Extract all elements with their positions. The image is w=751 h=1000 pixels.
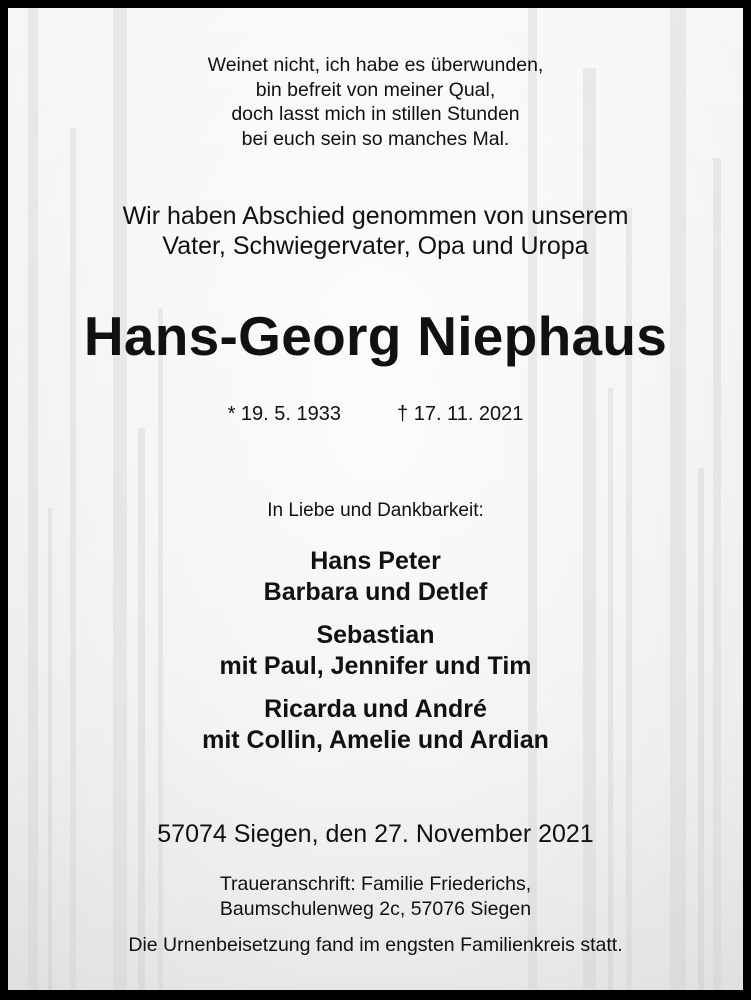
- family-member: Ricarda und André: [264, 695, 487, 723]
- mourning-address: [8, 872, 743, 922]
- family-member: Sebastian: [316, 621, 435, 649]
- family-member: Hans Peter: [310, 547, 441, 575]
- poem-verse: [8, 53, 743, 151]
- verse-line: Weinet nicht, ich habe es überwunden,: [207, 54, 544, 76]
- family-member: Barbara und Detlef: [263, 578, 488, 606]
- family-group: [8, 620, 743, 682]
- death-date: † 17. 11. 2021: [397, 403, 524, 425]
- verse-line: bin befreit von meiner Qual,: [255, 78, 496, 101]
- verse-line: doch lasst mich in stillen Stunden: [231, 103, 520, 125]
- burial-note: Die Urnenbeisetzung fand im engsten Familienkreis statt.: [128, 934, 623, 956]
- family-group: [8, 694, 743, 756]
- intro-line: Wir haben Abschied genommen von unserem: [122, 202, 629, 230]
- intro-line: Vater, Schwiegervater, Opa und Uropa: [162, 232, 589, 260]
- life-dates: [8, 403, 743, 426]
- birth-date: * 19. 5. 1933: [227, 403, 342, 425]
- address-line: Baumschulenweg 2c, 57076 Siegen: [219, 898, 532, 920]
- deceased-name: Hans-Georg Niephaus: [83, 305, 668, 367]
- verse-line: bei euch sein so manches Mal.: [241, 127, 510, 150]
- obituary-notice: [8, 8, 743, 990]
- notice-content: [8, 8, 743, 990]
- address-line: Traueranschrift: Familie Friederichs,: [219, 873, 532, 895]
- place-and-date: 57074 Siegen, den 27. November 2021: [157, 820, 594, 848]
- family-member: mit Paul, Jennifer und Tim: [219, 652, 532, 680]
- intro-text: [8, 201, 743, 261]
- thanks-heading: In Liebe und Dankbarkeit:: [267, 500, 484, 521]
- family-group: [8, 546, 743, 608]
- family-member: mit Collin, Amelie und Ardian: [202, 726, 549, 754]
